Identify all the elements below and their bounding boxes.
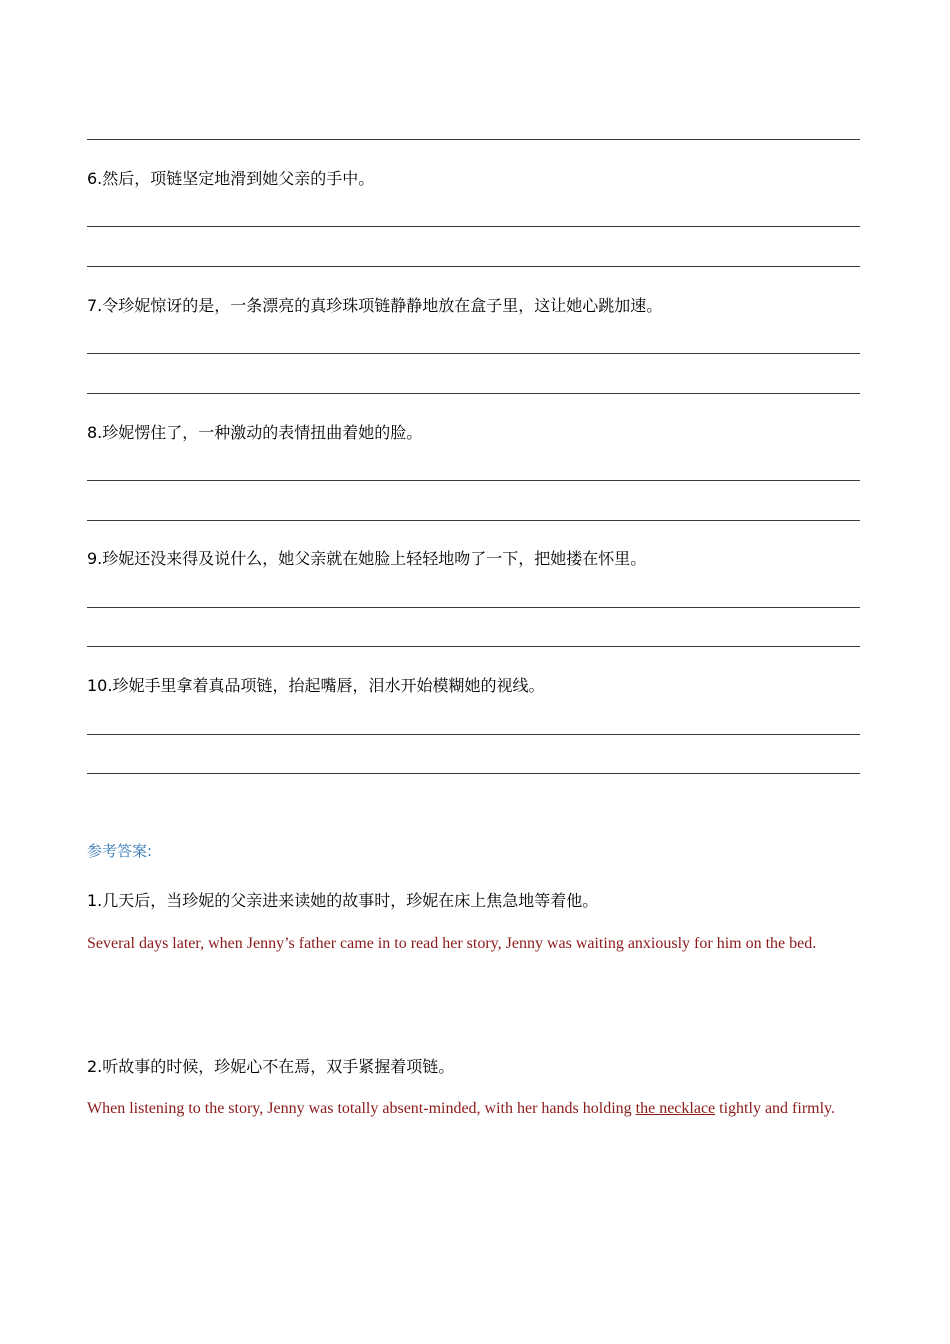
- answer-line: [87, 393, 860, 394]
- answer-2-text-after: tightly and firmly.: [715, 1100, 835, 1117]
- answer-line: [87, 734, 860, 735]
- question-7: 7.令珍妮惊讶的是，一条漂亮的真珍珠项链静静地放在盒子里，这让她心跳加速。: [87, 296, 663, 315]
- question-8: 8.珍妮愣住了，一种激动的表情扭曲着她的脸。: [87, 423, 423, 442]
- answer-line: [87, 480, 860, 481]
- answer-line: [87, 353, 860, 354]
- answer-line: [87, 266, 860, 267]
- question-10: 10.珍妮手里拿着真品项链，抬起嘴唇，泪水开始模糊她的视线。: [87, 676, 545, 695]
- answers-heading: 参考答案:: [87, 842, 153, 860]
- answer-line: [87, 773, 860, 774]
- answer-2-question: 2.听故事的时候，珍妮心不在焉，双手紧握着项链。: [87, 1057, 455, 1076]
- answer-line: [87, 226, 860, 227]
- answer-line: [87, 646, 860, 647]
- answer-2-translation: [87, 1090, 864, 1128]
- answer-line: [87, 607, 860, 608]
- answer-1-translation: Several days later, when Jenny’s father came in to read her story, Jenny was waiting anxiously for him on the bed.: [87, 935, 817, 952]
- answer-2-text-before: When listening to the story, Jenny was totally absent-minded, with her hands holding: [87, 1100, 636, 1117]
- question-6: 6.然后，项链坚定地滑到她父亲的手中。: [87, 169, 375, 188]
- answer-line: [87, 520, 860, 521]
- answer-line: [87, 139, 860, 140]
- answer-1-question: 1.几天后，当珍妮的父亲进来读她的故事时，珍妮在床上焦急地等着他。: [87, 891, 599, 910]
- underlined-phrase: the necklace: [635, 1100, 716, 1117]
- question-9: 9.珍妮还没来得及说什么，她父亲就在她脸上轻轻地吻了一下，把她搂在怀里。: [87, 549, 647, 568]
